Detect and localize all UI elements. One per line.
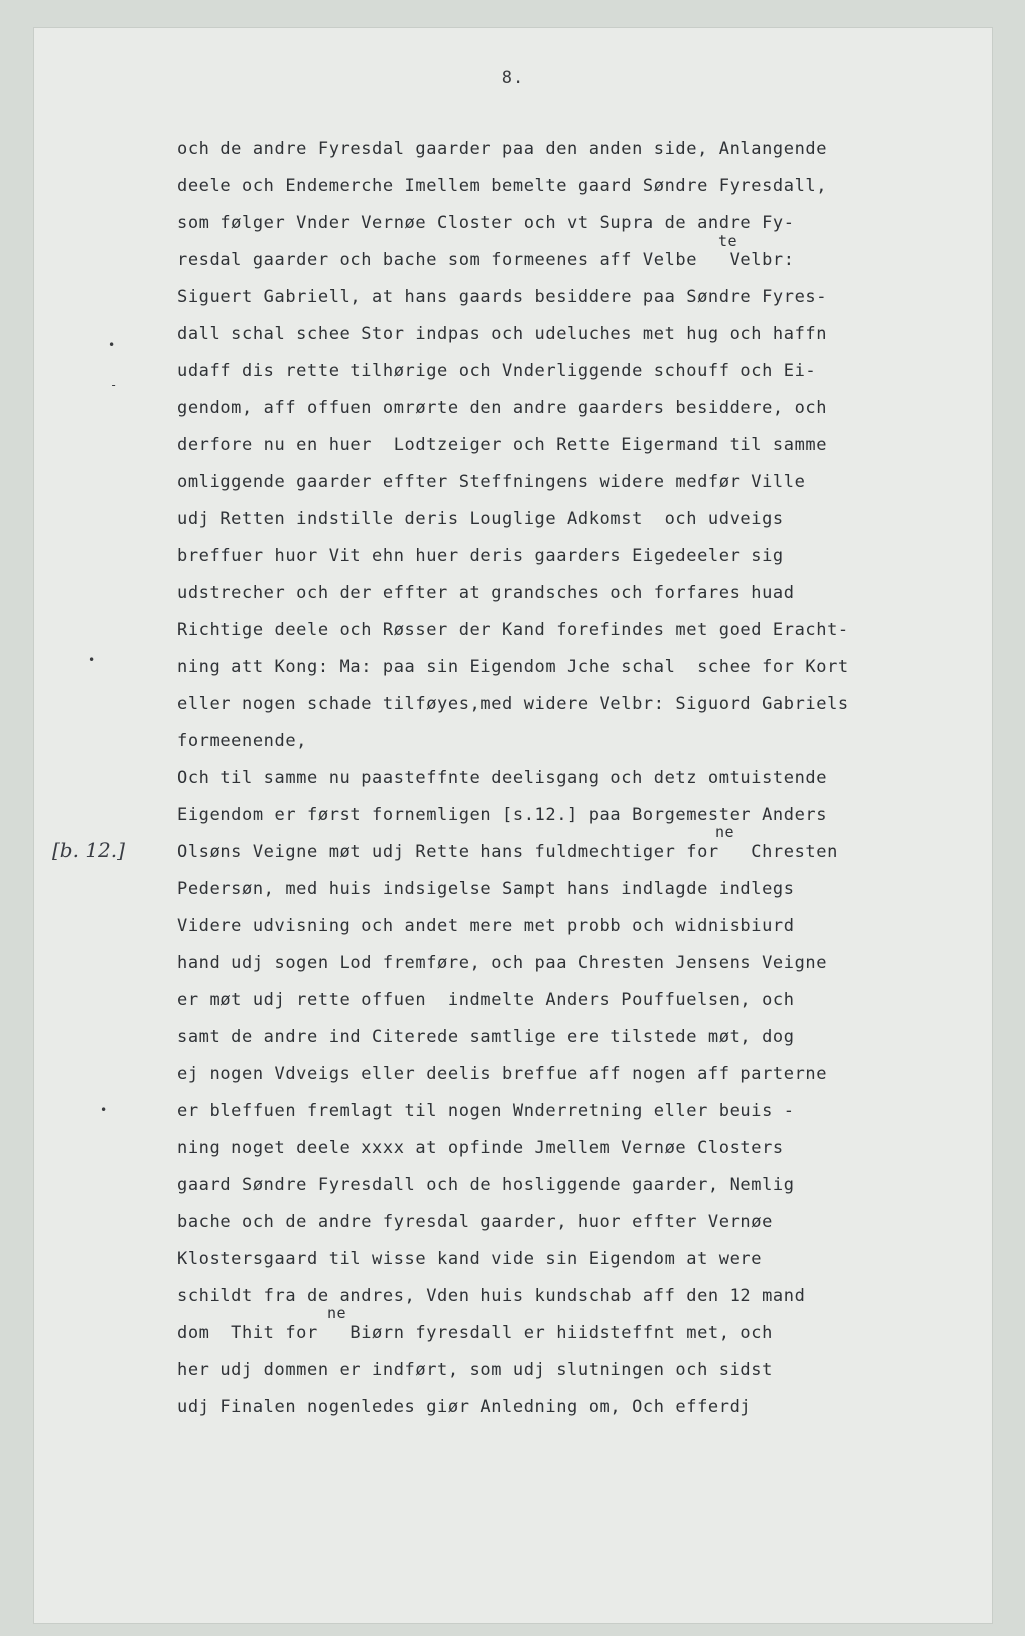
text-line: som følger Vnder Vernøe Closter och vt Supra de andre Fy- <box>177 213 795 233</box>
text-line: resdal gaarder och bache som formeenes aff Velbe Velbr: <box>177 250 795 270</box>
text-line: gendom, aff offuen omrørte den andre gaarders besiddere, och <box>177 398 828 418</box>
text-line: dall schal schee Stor indpas och udeluches met hug och haffn <box>177 324 828 344</box>
text-line: Richtige deele och Røsser der Kand forefindes met goed Eracht- <box>177 620 849 640</box>
text-line: omliggende gaarder effter Steffningens widere medfør Ville <box>177 472 806 492</box>
text-line: Videre udvisning och andet mere met probb och widnisbiurd <box>177 916 795 936</box>
interlinear-text: te <box>718 232 738 250</box>
document-page <box>34 28 992 1623</box>
text-line: schildt fra de andres, Vden huis kundschab aff den 12 mand <box>177 1286 806 1306</box>
text-line: bache och de andre fyresdal gaarder, huor effter Vernøe <box>177 1212 773 1232</box>
text-line: Klostersgaard til wisse kand vide sin Eigendom at were <box>177 1249 763 1269</box>
text-line: samt de andre ind Citerede samtlige ere tilstede møt, dog <box>177 1027 795 1047</box>
text-line: er bleffuen fremlagt til nogen Wnderretning eller beuis - <box>177 1101 795 1121</box>
text-line: Olsøns Veigne møt udj Rette hans fuldmechtiger for Chresten <box>177 842 838 862</box>
text-line: er møt udj rette offuen indmelte Anders Pouffuelsen, och <box>177 990 795 1010</box>
text-line: udaff dis rette tilhørige och Vnderliggende schouff och Ei- <box>177 361 817 381</box>
text-line: derfore nu en huer Lodtzeiger och Rette Eigermand til samme <box>177 435 828 455</box>
text-line: Eigendom er først fornemligen [s.12.] paa Borgemester Anders <box>177 805 828 825</box>
margin-mark: • <box>108 338 116 352</box>
margin-mark: • <box>100 1103 108 1117</box>
text-line: Och til samme nu paasteffnte deelisgang och detz omtuistende <box>177 768 828 788</box>
text-line: udstrecher och der effter at grandsches och forfares huad <box>177 583 795 603</box>
text-line: udj Finalen nogenledes giør Anledning om, Och efferdj <box>177 1397 752 1417</box>
interlinear-text: ne <box>715 823 735 841</box>
text-line: deele och Endemerche Imellem bemelte gaard Søndre Fyresdall, <box>177 176 828 196</box>
margin-note: [b. 12.] <box>52 838 125 862</box>
text-line: gaard Søndre Fyresdall och de hosliggende gaarder, Nemlig <box>177 1175 795 1195</box>
interlinear-text: ne <box>327 1304 347 1322</box>
text-line: och de andre Fyresdal gaarder paa den anden side, Anlangende <box>177 139 828 159</box>
text-line: Siguert Gabriell, at hans gaards besiddere paa Søndre Fyres- <box>177 287 828 307</box>
text-line: ej nogen Vdveigs eller deelis breffue aff nogen aff parterne <box>177 1064 828 1084</box>
page-number: 8. <box>501 68 525 88</box>
text-line: Pedersøn, med huis indsigelse Sampt hans indlagde indlegs <box>177 879 795 899</box>
text-line: ning noget deele xxxx at opfinde Jmellem Vernøe Closters <box>177 1138 784 1158</box>
margin-mark: • <box>88 653 96 667</box>
text-line: udj Retten indstille deris Louglige Adkomst och udveigs <box>177 509 784 529</box>
margin-mark: - <box>110 378 118 392</box>
text-line: dom Thit for Biørn fyresdall er hiidsteffnt met, och <box>177 1323 773 1343</box>
text-line: her udj dommen er indført, som udj slutningen och sidst <box>177 1360 773 1380</box>
text-line: breffuer huor Vit ehn huer deris gaarders Eigedeeler sig <box>177 546 784 566</box>
text-line: formeenende, <box>177 731 308 751</box>
text-line: eller nogen schade tilføyes,med widere Velbr: Siguord Gabriels <box>177 694 849 714</box>
text-line: ning att Kong: Ma: paa sin Eigendom Jche schal schee for Kort <box>177 657 849 677</box>
text-line: hand udj sogen Lod fremføre, och paa Chresten Jensens Veigne <box>177 953 828 973</box>
